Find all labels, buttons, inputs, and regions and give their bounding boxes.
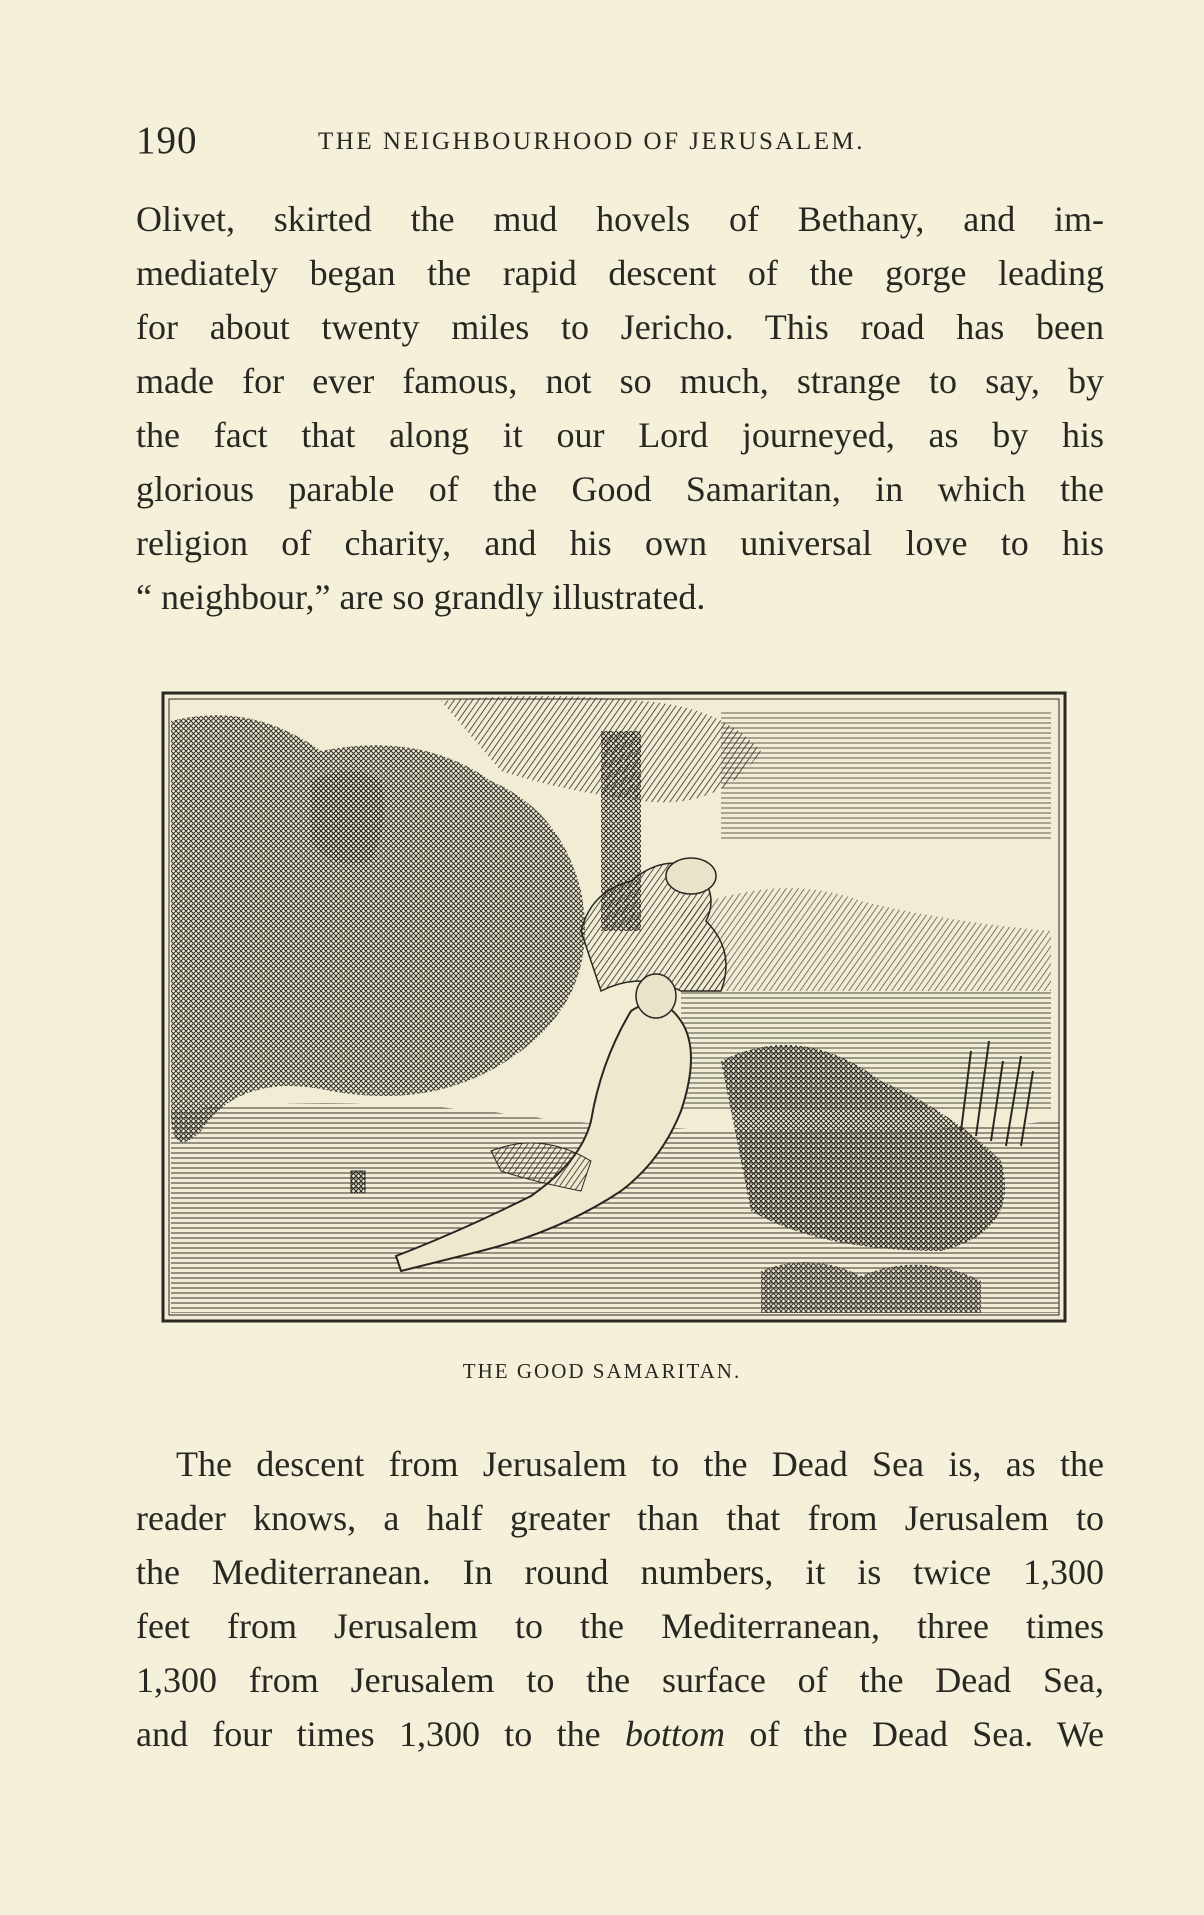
text-line: Olivet, skirted the mud hovels of Bethany, and im-	[136, 199, 1104, 239]
text-line: The descent from Jerusalem to the Dead Sea is, as the	[176, 1444, 1104, 1484]
text-line: for about twenty miles to Jericho. This road has been	[136, 307, 1104, 347]
running-title: THE NEIGHBOURHOOD OF JERUSALEM.	[318, 128, 865, 155]
text-line-last	[136, 1707, 1104, 1761]
figure-caption: THE GOOD SAMARITAN.	[462, 1359, 742, 1383]
text-fragment: of the Dead Sea. We	[724, 1714, 1104, 1754]
page-number: 190	[136, 119, 198, 162]
text-line: made for ever famous, not so much, strange to say, by	[136, 361, 1104, 401]
paragraph-top	[136, 192, 1104, 624]
text-line: 1,300 from Jerusalem to the surface of the Dead Sea,	[136, 1660, 1104, 1700]
text-line: religion of charity, and his own universal love to his	[136, 523, 1104, 563]
text-line: the Mediterranean. In round numbers, it is twice 1,300	[136, 1552, 1104, 1592]
text-line: feet from Jerusalem to the Mediterranean, three times	[136, 1606, 1104, 1646]
engraving-image	[161, 691, 1067, 1323]
illustration-good-samaritan	[161, 691, 1067, 1323]
text-line: glorious parable of the Good Samaritan, in which the	[136, 469, 1104, 509]
text-fragment: and four times 1,300 to the	[136, 1714, 625, 1754]
italic-word: bottom	[624, 1714, 725, 1754]
text-line: reader knows, a half greater than that from Jerusalem to	[136, 1498, 1104, 1538]
page-header	[136, 118, 1101, 168]
text-line: the fact that along it our Lord journeyed, as by his	[136, 415, 1104, 455]
text-line: mediately began the rapid descent of the gorge leading	[136, 253, 1104, 293]
paragraph-bottom	[136, 1437, 1104, 1761]
text-line: “ neighbour,” are so grandly illustrated.	[136, 577, 706, 617]
